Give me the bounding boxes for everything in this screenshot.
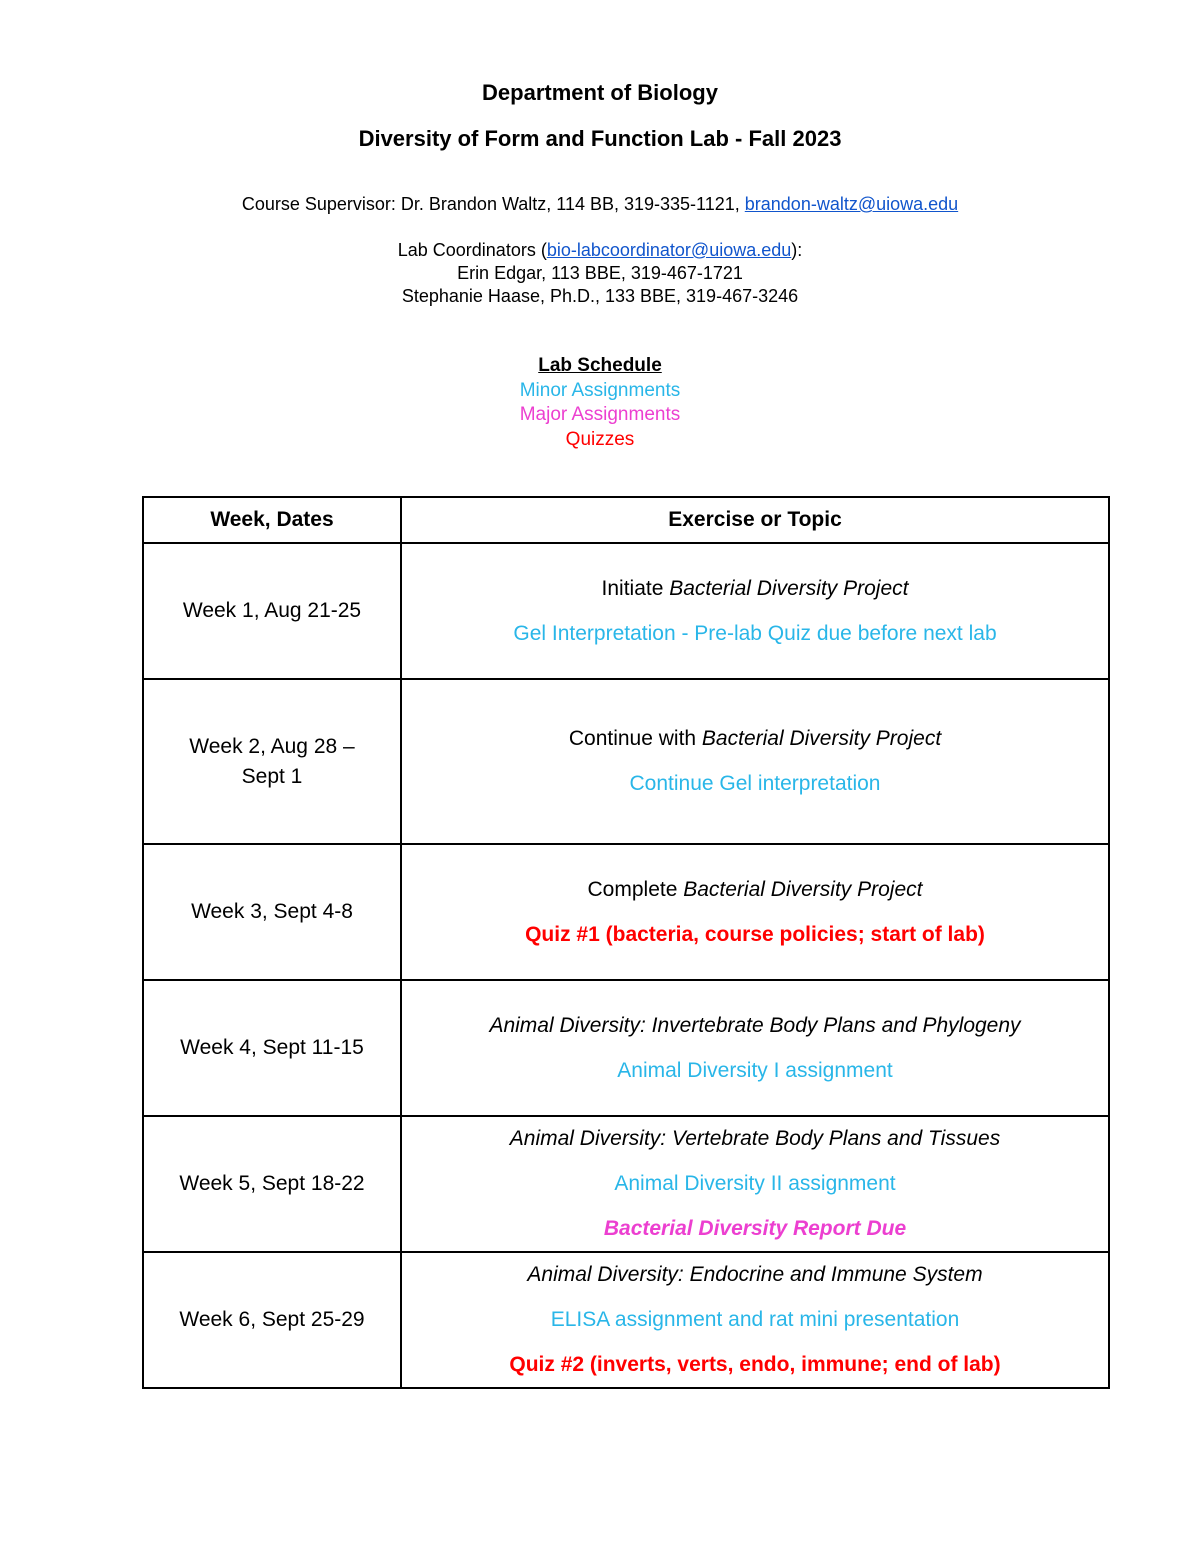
lab-schedule-title: Lab Schedule <box>538 355 662 376</box>
table-row <box>143 1252 1109 1388</box>
week-cell <box>143 679 401 844</box>
topic-cell <box>401 1252 1109 1388</box>
coordinators-prefix: Lab Coordinators ( <box>397 240 547 260</box>
coordinators-suffix: ): <box>791 240 803 260</box>
topic-cell <box>401 679 1109 844</box>
topic-italic: Bacterial Diversity Project <box>701 727 942 750</box>
legend-major-assignments: Major Assignments <box>519 404 681 425</box>
table-row <box>143 1116 1109 1252</box>
week-line-1: Week 2, Aug 28 – <box>189 734 355 758</box>
topic-line <box>402 577 1108 601</box>
topic-prefix: Complete <box>587 877 684 901</box>
legend-minor-assignments: Minor Assignments <box>519 379 681 401</box>
minor-assignment: Animal Diversity II assignment <box>614 1172 896 1195</box>
lab-schedule-table <box>142 496 1110 1389</box>
course-supervisor <box>0 194 1200 215</box>
supervisor-text: Course Supervisor: Dr. Brandon Waltz, 114 BB, 319-335-1121, <box>241 194 745 214</box>
table-row <box>143 679 1109 844</box>
header-exercise-topic: Exercise or Topic <box>401 497 1109 543</box>
topic-prefix: Initiate <box>601 576 670 600</box>
supervisor-email-link[interactable]: brandon-waltz@uiowa.edu <box>744 194 959 214</box>
week-cell: Week 4, Sept 11-15 <box>143 980 401 1116</box>
minor-assignment: Continue Gel interpretation <box>629 772 881 795</box>
lab-coordinators <box>0 239 1200 308</box>
quiz-item: Quiz #2 (inverts, verts, endo, immune; end of lab) <box>509 1353 1001 1376</box>
schedule-legend <box>0 354 1200 452</box>
week-cell: Week 6, Sept 25-29 <box>143 1252 401 1388</box>
legend-quizzes: Quizzes <box>565 428 635 450</box>
topic-line <box>402 727 1108 751</box>
minor-assignment: ELISA assignment and rat mini presentation <box>550 1308 960 1331</box>
topic-prefix: Continue with <box>568 727 702 750</box>
topic-italic: Animal Diversity: Invertebrate Body Plans and Phylogeny <box>489 1013 1021 1037</box>
topic-cell <box>401 980 1109 1116</box>
quiz-item: Quiz #1 (bacteria, course policies; start of lab) <box>525 922 985 946</box>
topic-line <box>402 1014 1108 1038</box>
coordinator-2: Stephanie Haase, Ph.D., 133 BBE, 319-467-3246 <box>401 286 799 306</box>
minor-assignment: Animal Diversity I assignment <box>617 1058 893 1082</box>
topic-italic: Animal Diversity: Endocrine and Immune System <box>527 1263 983 1286</box>
major-assignment: Bacterial Diversity Report Due <box>603 1217 907 1240</box>
week-cell: Week 3, Sept 4-8 <box>143 844 401 980</box>
week-cell: Week 1, Aug 21-25 <box>143 543 401 679</box>
coordinators-line <box>0 239 1200 262</box>
week-cell: Week 5, Sept 18-22 <box>143 1116 401 1252</box>
topic-cell <box>401 543 1109 679</box>
topic-italic: Bacterial Diversity Project <box>683 877 923 901</box>
table-row <box>143 543 1109 679</box>
topic-line <box>402 1127 1108 1151</box>
course-title: Diversity of Form and Function Lab - Fall 2023 <box>358 126 842 151</box>
week-line-2: Sept 1 <box>241 764 303 788</box>
table-row <box>143 844 1109 980</box>
topic-line <box>402 878 1108 902</box>
table-row <box>143 980 1109 1116</box>
topic-cell <box>401 844 1109 980</box>
table-header-row <box>143 497 1109 543</box>
topic-italic: Animal Diversity: Vertebrate Body Plans and Tissues <box>509 1127 1001 1150</box>
coordinator-1: Erin Edgar, 113 BBE, 319-467-1721 <box>457 263 743 283</box>
header-week-dates: Week, Dates <box>143 497 401 543</box>
minor-assignment: Gel Interpretation - Pre-lab Quiz due before next lab <box>513 621 997 645</box>
topic-cell <box>401 1116 1109 1252</box>
department-heading: Department of Biology <box>482 80 718 105</box>
coordinators-email-link[interactable]: bio-labcoordinator@uiowa.edu <box>546 240 792 260</box>
topic-line <box>402 1263 1108 1287</box>
topic-italic: Bacterial Diversity Project <box>669 576 909 600</box>
